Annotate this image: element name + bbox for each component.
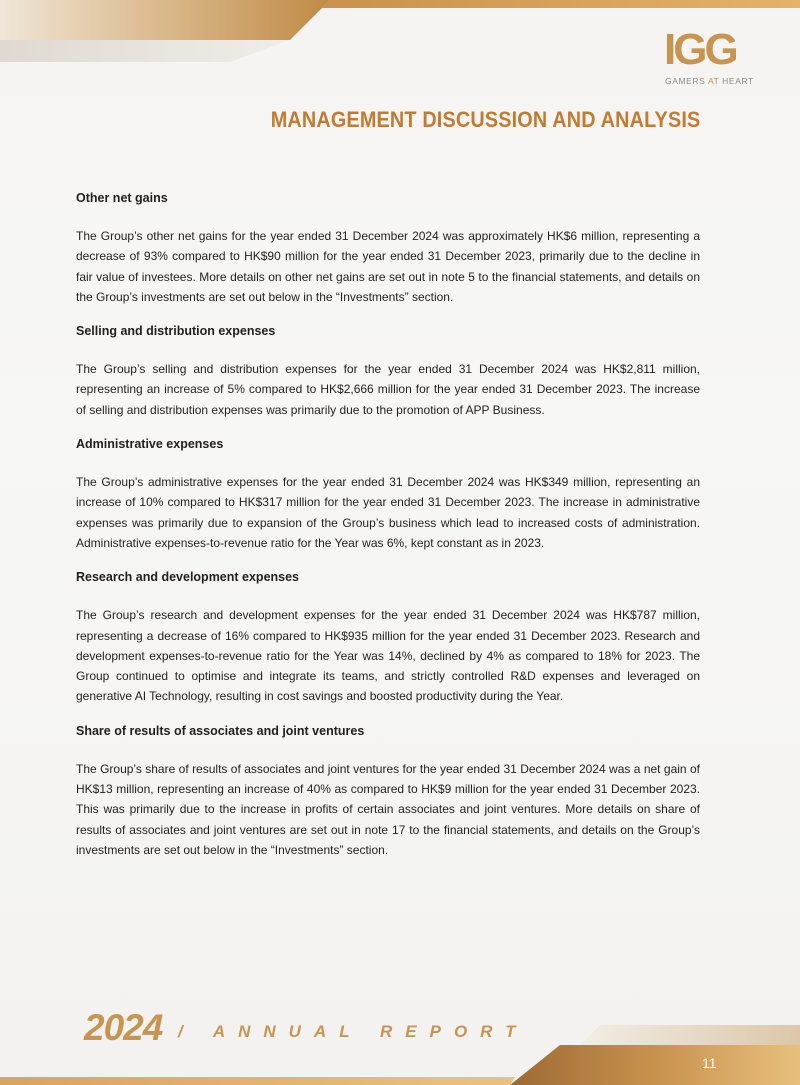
section-associates-joint-ventures [76, 721, 700, 860]
tagline-pre: GAMERS [665, 76, 708, 86]
page-title: MANAGEMENT DISCUSSION AND ANALYSIS [270, 107, 700, 132]
section-heading: Selling and distribution expenses [76, 324, 276, 339]
footer-annual-report: / ANNUAL REPORT [178, 1022, 529, 1041]
section-research-development [76, 567, 700, 706]
tagline-accent: AT [707, 76, 720, 86]
logo-wordmark: IGG [664, 25, 736, 74]
section-heading: Research and development expenses [76, 570, 300, 585]
section-heading: Share of results of associates and joint ventures [76, 723, 365, 738]
section-body: The Group’s other net gains for the year ended 31 December 2024 was approximately HK$6 million, representing a decrease of 93% compared to HK$90 million for the year ended 31 December 2023, primarily due to the decline in fair value of investees. More details on other net gains are set out in note 5 to the financial statements, and details on the Group’s investments are set out below in the “Investments” section. [76, 229, 700, 304]
page-number: 11 [702, 1055, 717, 1071]
igg-logo [664, 24, 754, 90]
section-heading: Administrative expenses [76, 437, 224, 452]
section-other-net-gains [76, 188, 700, 307]
section-body: The Group’s selling and distribution expenses for the year ended 31 December 2024 was HK$2,811 million, representing an increase of 5% compared to HK$2,666 million for the year ended 31 December 2023. The increase of selling and distribution expenses was primarily due to the promotion of APP Business. [76, 362, 700, 417]
section-administrative [76, 434, 700, 553]
main-content [76, 188, 700, 874]
bottom-decorative-band [0, 1020, 800, 1085]
section-heading: Other net gains [76, 191, 168, 205]
footer-year: 2024 [84, 1007, 163, 1048]
section-body: The Group’s administrative expenses for the year ended 31 December 2024 was HK$349 million, representing an increase of 10% compared to HK$317 million for the year ended 31 December 2023. The increase in administrative expenses was primarily due to expansion of the Group’s business which lead to increased costs of administration. Administrative expenses-to-revenue ratio for the Year was 6%, kept constant as in 2023. [76, 475, 700, 550]
section-selling-distribution [76, 321, 700, 420]
logo-tagline [665, 76, 754, 86]
section-body: The Group’s research and development expenses for the year ended 31 December 2024 was HK$787 million, representing a decrease of 16% compared to HK$935 million for the year ended 31 December 2023. Research and development expenses-to-revenue ratio for the Year was 14%, declined by 4% as compared to 18% for 2023. The Group continued to optimise and integrate its teams, and strictly controlled R&D expenses and leveraged on generative AI Technology, resulting in cost savings and boosted productivity during the Year. [76, 608, 700, 704]
tagline-post: HEART [719, 76, 754, 86]
section-body: The Group’s share of results of associates and joint ventures for the year ended 31 December 2024 was a net gain of HK$13 million, representing an increase of 40% as compared to HK$9 million for the year ended 31 December 2023. This was primarily due to the increase in profits of certain associates and joint ventures. More details on share of results of associates and joint ventures are set out in note 17 to the financial statements, and details on the Group’s investments are set out below in the “Investments” section. [76, 761, 700, 857]
